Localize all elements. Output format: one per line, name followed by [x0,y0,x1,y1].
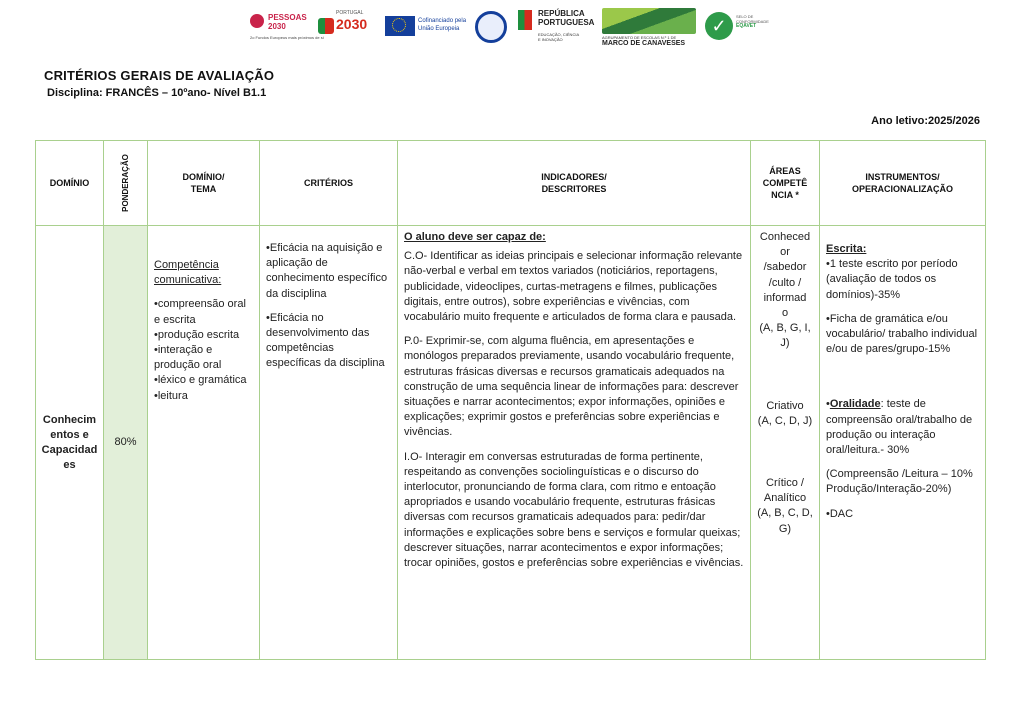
table-row [36,226,986,660]
areas-cell [751,226,820,660]
document-subtitle: Disciplina: FRANCÊS – 10ºano- Nível B1.1 [47,87,267,99]
tema-title: Competência comunicativa: [154,259,222,287]
pessoas-2030-logo: PESSOAS 2030 2o Fundos Europeus mais próximos de si [250,13,324,40]
area-critico: Crítico / Analítico (A, B, C, D, G) [757,477,813,535]
tema-item: •interação e produção oral [154,344,222,372]
criteria-table [35,140,986,660]
tema-item: •compreensão oral e escrita [154,298,246,326]
criterio-item: •Eficácia no desenvolvimento das competências específicas da disciplina [266,311,385,370]
indicadores-cell [398,226,751,660]
agrupamento-logo: AGRUPAMENTO DE ESCOLAS N.º 1 DE MARCO DE CANAVESES [602,8,698,48]
col-ponderacao: PONDERAÇÃO [104,141,148,226]
col-indicadores: INDICADORES/ DESCRITORES [398,141,751,226]
indicador-item: C.O- Identificar as ideias principais e selecionar informação relevante não-verbal e verbal em textos variados (noticiários, reportagens, publicidade, videoclipes, curtas-metragens e filmes, publicações digitais, entre outros), sobre experiências e vivências, com vocabulário muito frequente e articulados de forma clara e pausada. [404,250,743,324]
col-instrumentos: INSTRUMENTOS/ OPERACIONALIZAÇÃO [820,141,986,226]
tema-cell [148,226,260,660]
tema-item: •produção escrita [154,328,240,341]
instrumento-item: •Ficha de gramática e/ou vocabulário/ trabalho individual e/ou de pares/grupo-15% [826,312,978,356]
escrita-label: Escrita: [826,243,867,255]
eqavet-logo: ✓ SELO DE CONFORMIDADE EQAVET [705,8,770,48]
indicador-item: P.0- Exprimir-se, com alguma fluência, em apresentações e monólogos preparados previamente, usando vocabulário frequente, estruturas frásicas diversas e recursos gramaticais adequados na construção de uma sequência linear de informações para: descrever situações e narrar acontecimentos; expor informações, opiniões e explicações; exprimir gostos e preferências sobre experiências e vivências. [404,335,739,439]
col-criterios: CRITÉRIOS [260,141,398,226]
table-header-row [36,141,986,226]
compreensao-item: (Compreensão /Leitura – 10% [826,468,973,481]
school-year: Ano letivo:2025/2026 [871,115,980,127]
producao-item: Produção/Interação-20%) [826,483,952,496]
area-conhecedor: Conheced or /sabedor /culto / informad o (A, B, G, I, J) [759,231,811,350]
checkmark-icon: ✓ [705,12,733,40]
document-title: CRITÉRIOS GERAIS DE AVALIAÇÃO [44,68,275,83]
instrumento-item: •1 teste escrito por período (avaliação de todos os domínios)-35% [826,258,958,301]
seal-icon [475,8,509,48]
col-areas: ÁREAS COMPETÊ NCIA * [751,141,820,226]
logo-strip [250,8,770,48]
criterios-cell [260,226,398,660]
col-tema: DOMÍNIO/ TEMA [148,141,260,226]
eu-cofunding-logo: Cofinanciado pela União Europeia [385,8,473,48]
instrumentos-cell [820,226,986,660]
republica-portuguesa-logo: REPÚBLICA PORTUGUESA EDUCAÇÃO, CIÊNCIA E INOVAÇÃO [518,8,598,48]
oralidade-item: •Oralidade: teste de compreensão oral/trabalho de produção ou interação oral/leitura.- 30% [826,398,973,457]
dac-item: •DAC [826,507,854,520]
criterio-item: •Eficácia na aquisição e aplicação de conhecimento específico da disciplina [266,242,388,300]
tema-item: •leitura [154,389,188,402]
ponderacao-cell: 80% [104,226,148,660]
dominio-cell: Conhecim entos e Capacidad es [36,226,104,660]
indicadores-heading: O aluno deve ser capaz de: [404,231,546,243]
indicador-item: I.O- Interagir em conversas estruturadas de forma pertinente, respeitando as convenções sociolinguísticas e o discurso do interlocutor, pronunciando de forma clara, com ritmo e entoação apropriados e usando vocabulário frequente, estruturas frásicas diversas com recursos gramaticais adequados para: pedir/dar informações e explicações sobre bens e serviços e formular queixas; descrever situações, narrar acontecimentos e expor informações; trocar opiniões, gostos e preferências sobre experiências e vivências. [404,450,744,570]
col-dominio: DOMÍNIO [36,141,104,226]
area-criativo: Criativo (A, C, D, J) [757,399,813,427]
portugal-2030-logo: PORTUGAL 2030 [318,8,370,48]
tema-item: •léxico e gramática [154,374,247,387]
